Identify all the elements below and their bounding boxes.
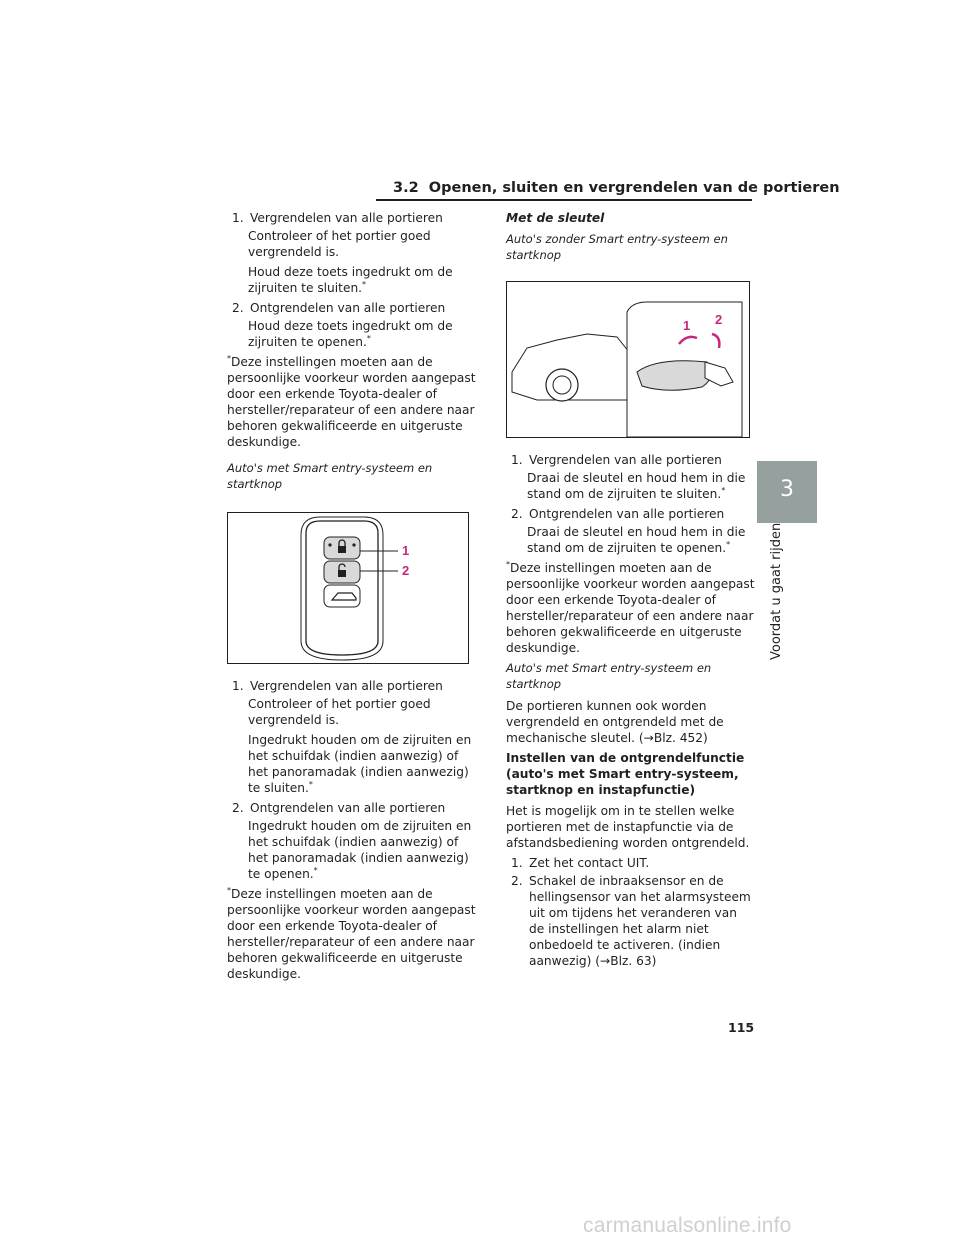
item-text: Ingedrukt houden om de zijruiten en het schuifdak (indien aanwezig) of het panoramadak (indien aanwezig) te sluiten.* bbox=[248, 733, 472, 795]
footnote: *Deze instellingen moeten aan de persoonlijke voorkeur worden aangepast door een erkende Toyota-dealer of hersteller/reparateur of een andere naar behoren gekwalificeerde en uitgeruste deskundige. bbox=[227, 885, 476, 981]
item-number: 2. bbox=[232, 301, 244, 315]
steps-list bbox=[506, 855, 756, 969]
right-list-1 bbox=[506, 452, 756, 556]
item-text: Ingedrukt houden om de zijruiten en het schuifdak (indien aanwezig) of het panoramadak (indien aanwezig) te openen.* bbox=[248, 819, 472, 881]
item-number: 1. bbox=[511, 453, 523, 467]
item-number: 2. bbox=[511, 874, 523, 888]
watermark: carmanualsonline.info bbox=[583, 1214, 792, 1237]
callout-2: 2 bbox=[402, 563, 410, 578]
item-text: Draai de sleutel en houd hem in die stand om de zijruiten te openen.* bbox=[527, 525, 746, 555]
footnote-mark: * bbox=[313, 865, 318, 875]
list-item bbox=[511, 452, 756, 502]
item-text: Houd deze toets ingedrukt om de zijruiten te sluiten.* bbox=[248, 265, 453, 295]
smart-key-figure bbox=[227, 512, 469, 664]
paragraph: De portieren kunnen ook worden vergrendeld en ontgrendeld met de mechanische sleutel. (→Blz. 452) bbox=[506, 699, 724, 745]
item-label: Vergrendelen van alle portieren bbox=[250, 679, 443, 693]
item-text: Houd deze toets ingedrukt om de zijruiten te openen.* bbox=[248, 319, 453, 349]
item-label: Ontgrendelen van alle portieren bbox=[529, 507, 725, 521]
item-number: 1. bbox=[232, 211, 244, 225]
footnote-mark: * bbox=[726, 539, 731, 549]
chapter-tab bbox=[757, 461, 817, 523]
footnote-mark: * bbox=[308, 779, 313, 789]
list-item bbox=[232, 210, 477, 296]
footnote-mark: * bbox=[362, 279, 367, 289]
chapter-title bbox=[769, 522, 789, 660]
italic-heading: Auto's met Smart entry-systeem en startknop bbox=[227, 461, 433, 491]
section-header bbox=[393, 180, 840, 196]
section-heading: Met de sleutel bbox=[506, 211, 605, 225]
list-item bbox=[232, 300, 477, 350]
item-text: Schakel de inbraaksensor en de hellingsensor van het alarmsysteem uit om tijdens het veranderen van de instellingen het alarm niet onbedoeld te activeren. (indien aanwezig) (→Blz. 63) bbox=[529, 874, 751, 968]
footnote: *Deze instellingen moeten aan de persoonlijke voorkeur worden aangepast door een erkende Toyota-dealer of hersteller/reparateur of een andere naar behoren gekwalificeerde en uitgeruste deskundige. bbox=[227, 353, 476, 449]
list-item bbox=[511, 506, 756, 556]
item-label: Vergrendelen van alle portieren bbox=[529, 453, 722, 467]
callout-1: 1 bbox=[683, 318, 691, 333]
item-number: 2. bbox=[511, 507, 523, 521]
bold-heading: Instellen van de ontgrendelfunctie (auto's met Smart entry-systeem, startknop en instapfunctie) bbox=[506, 751, 745, 797]
footnote-mark: * bbox=[366, 333, 371, 343]
callout-2: 2 bbox=[715, 312, 723, 327]
door-key-figure bbox=[506, 281, 750, 438]
page-number: 115 bbox=[728, 1020, 755, 1035]
chapter-number: 3 bbox=[780, 477, 794, 502]
header-rule bbox=[376, 199, 752, 201]
section-number: 3.2 bbox=[393, 180, 419, 196]
item-text: Draai de sleutel en houd hem in die stand om de zijruiten te sluiten.* bbox=[527, 471, 746, 501]
item-text: Controleer of het portier goed vergrendeld is. bbox=[248, 229, 431, 259]
item-number: 1. bbox=[511, 856, 523, 870]
callout-1: 1 bbox=[402, 543, 410, 558]
left-list-1 bbox=[227, 210, 477, 350]
car-door-illustration bbox=[507, 282, 749, 437]
smart-key-illustration bbox=[228, 513, 468, 663]
left-list-2 bbox=[227, 678, 477, 882]
paragraph: Het is mogelijk om in te stellen welke portieren met de instapfunctie via de afstandsbediening worden ontgrendeld. bbox=[506, 804, 750, 850]
list-item bbox=[232, 678, 477, 796]
list-item bbox=[511, 855, 756, 871]
footnote-mark: * bbox=[721, 485, 726, 495]
item-number: 1. bbox=[232, 679, 244, 693]
italic-heading: Auto's met Smart entry-systeem en startknop bbox=[506, 661, 712, 691]
item-text: Controleer of het portier goed vergrendeld is. bbox=[248, 697, 431, 727]
footnote: *Deze instellingen moeten aan de persoonlijke voorkeur worden aangepast door een erkende Toyota-dealer of hersteller/reparateur of een andere naar behoren gekwalificeerde en uitgeruste deskundige. bbox=[506, 559, 755, 655]
item-label: Ontgrendelen van alle portieren bbox=[250, 801, 446, 815]
right-column bbox=[506, 210, 756, 971]
item-text: Zet het contact UIT. bbox=[529, 856, 650, 870]
italic-heading: Auto's zonder Smart entry-systeem en startknop bbox=[506, 232, 728, 262]
section-title: Openen, sluiten en vergrendelen van de portieren bbox=[428, 180, 840, 196]
list-item bbox=[232, 800, 477, 882]
left-column bbox=[227, 210, 477, 986]
chapter-title-text: Voordat u gaat rijden bbox=[769, 522, 784, 660]
item-label: Ontgrendelen van alle portieren bbox=[250, 301, 446, 315]
item-number: 2. bbox=[232, 801, 244, 815]
item-label: Vergrendelen van alle portieren bbox=[250, 211, 443, 225]
list-item bbox=[511, 873, 756, 969]
